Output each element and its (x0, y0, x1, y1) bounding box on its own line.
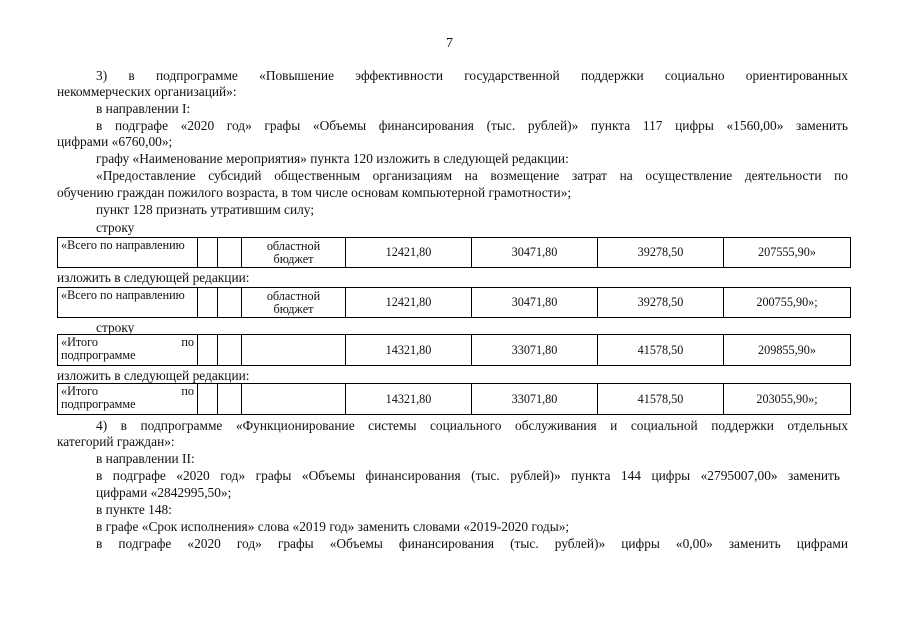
table-cell-empty (198, 238, 218, 268)
paragraph-item-128: пункт 128 признать утратившим силу; (96, 202, 315, 217)
paragraph-section-3-line2: некоммерческих организаций»: (57, 84, 237, 99)
table-cell-value-2: 30471,80 (472, 288, 598, 318)
table-cell-label (58, 384, 198, 415)
label-part-c: подпрограмме (61, 348, 136, 362)
table-cell-value-1: 14321,80 (346, 335, 472, 366)
table-cell-label: «Всего по направлению (58, 288, 198, 318)
table-cell-empty (198, 384, 218, 415)
table-cell-budget (242, 288, 346, 318)
table-cell-value-1: 12421,80 (346, 238, 472, 268)
table-row-subprogram-total-new (57, 383, 851, 415)
table-cell-value-3: 39278,50 (598, 238, 724, 268)
paragraph-direction-2: в направлении II: (96, 451, 195, 466)
table-cell-value-3: 41578,50 (598, 335, 724, 366)
table-cell-budget (242, 238, 346, 268)
table-cell-label: «Всего по направлению (58, 238, 198, 268)
table-cell-empty (218, 288, 242, 318)
paragraph-row-label-1: строку (96, 220, 135, 235)
table-cell-empty (218, 238, 242, 268)
paragraph-item-120: графу «Наименование мероприятия» пункта 120 изложить в следующей редакции: (96, 151, 569, 166)
table-cell-value-3: 39278,50 (598, 288, 724, 318)
table-row-total-direction-new (57, 287, 851, 318)
paragraph-item-148-deadline: в графе «Срок исполнения» слова «2019 год» заменить словами «2019-2020 годы»; (96, 519, 570, 534)
paragraph-row-label-2: строку (96, 320, 135, 335)
paragraph-section-4-line1: 4) в подпрограмме «Функционирование системы социального обслуживания и социальной поддержки отдельных (96, 418, 848, 433)
paragraph-item-148: в пункте 148: (96, 502, 172, 517)
table-cell-empty (242, 335, 346, 366)
label-part-b: по (181, 335, 194, 349)
table-cell-value-1: 12421,80 (346, 288, 472, 318)
table-cell-value-4: 209855,90» (724, 335, 851, 366)
budget-line1: областной (266, 238, 321, 253)
paragraph-item-148-funding: в подграфе «2020 год» графы «Объемы финансирования (тыс. рублей)» цифры «0,00» заменить цифрами (96, 536, 848, 551)
paragraph-item-117-line2: цифрами «6760,00»; (57, 134, 173, 149)
paragraph-item-144-line1: в подграфе «2020 год» графы «Объемы финансирования (тыс. рублей)» пункта 144 цифры «2795007,00» заменить (96, 468, 840, 483)
table-cell-empty (218, 384, 242, 415)
budget-line2: бюджет (273, 251, 314, 266)
paragraph-replace-1: изложить в следующей редакции: (57, 270, 250, 285)
table-cell-label (58, 335, 198, 366)
paragraph-item-117-line1: в подграфе «2020 год» графы «Объемы финансирования (тыс. рублей)» пункта 117 цифры «1560,00» заменить (96, 118, 848, 133)
table-row-total-direction-old (57, 237, 851, 268)
table-cell-value-2: 33071,80 (472, 384, 598, 415)
table-cell-empty (198, 335, 218, 366)
label-part-c: подпрограмме (61, 397, 136, 411)
table-cell-value-4: 200755,90»; (724, 288, 851, 318)
table-cell-value-4: 207555,90» (724, 238, 851, 268)
table-cell-value-4: 203055,90»; (724, 384, 851, 415)
table-cell-empty (218, 335, 242, 366)
paragraph-section-3-line1: 3) в подпрограмме «Повышение эффективности государственной поддержки социально ориентированных (96, 68, 848, 83)
paragraph-replace-2: изложить в следующей редакции: (57, 368, 250, 383)
table-row-subprogram-total-old (57, 334, 851, 366)
table-cell-empty (242, 384, 346, 415)
label-part-a: «Итого (61, 335, 98, 349)
paragraph-section-4-line2: категорий граждан»: (57, 434, 175, 449)
label-part-b: по (181, 384, 194, 398)
table-cell-value-2: 33071,80 (472, 335, 598, 366)
budget-line2: бюджет (273, 301, 314, 316)
label-part-a: «Итого (61, 384, 98, 398)
paragraph-quote-line1: «Предоставление субсидий общественным организациям на возмещение затрат на осуществление деятельности по (96, 168, 848, 183)
budget-line1: областной (266, 288, 321, 303)
table-cell-value-3: 41578,50 (598, 384, 724, 415)
table-cell-value-1: 14321,80 (346, 384, 472, 415)
page-number: 7 (446, 36, 453, 51)
table-cell-empty (198, 288, 218, 318)
paragraph-quote-line2: обучению граждан пожилого возраста, в том числе основам компьютерной грамотности»; (57, 185, 572, 200)
paragraph-item-144-line2: цифрами «2842995,50»; (96, 485, 232, 500)
table-cell-value-2: 30471,80 (472, 238, 598, 268)
paragraph-direction-1: в направлении I: (96, 101, 191, 116)
